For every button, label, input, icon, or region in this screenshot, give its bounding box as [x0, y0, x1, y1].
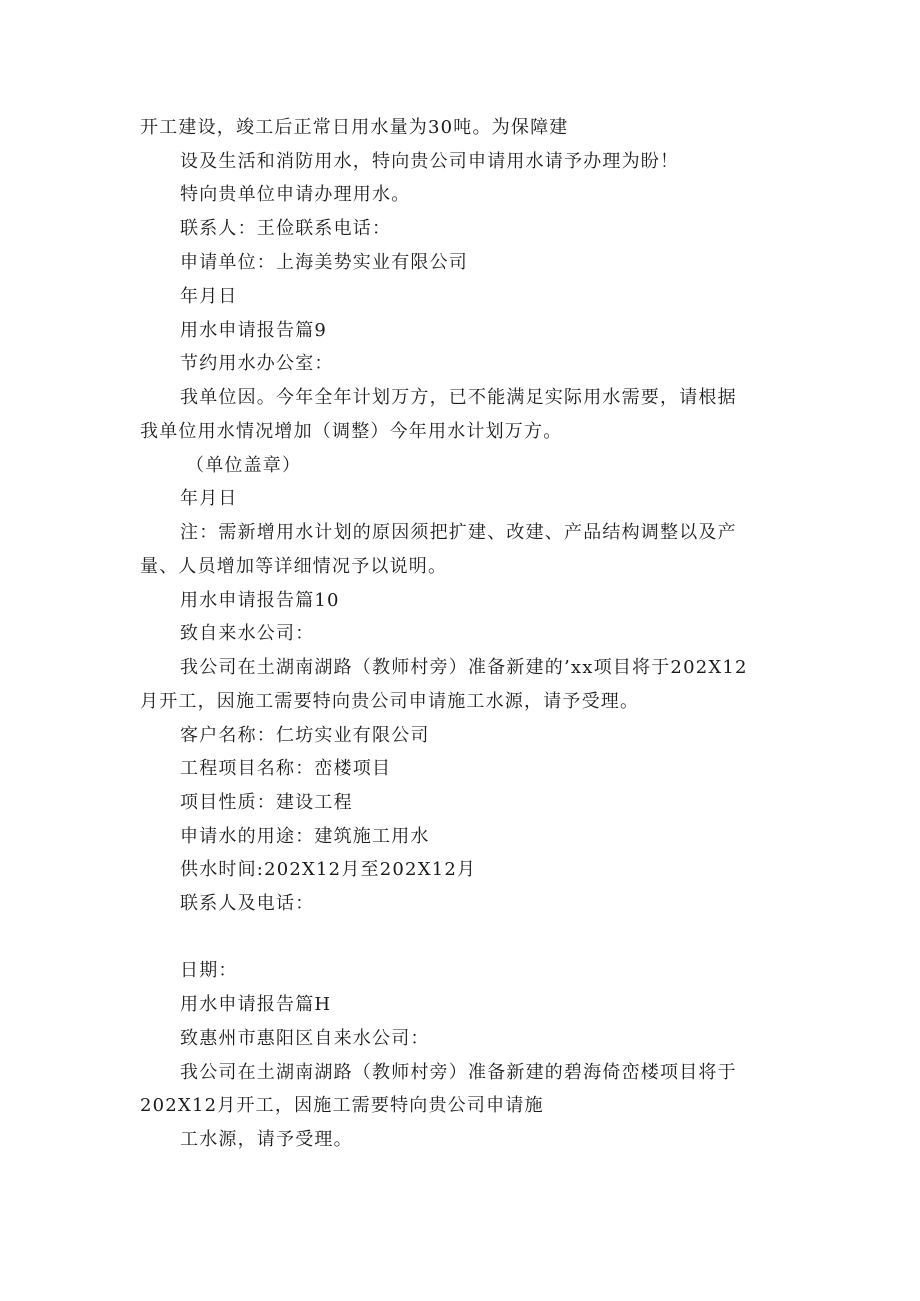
text-line: （单位盖章） — [186, 455, 302, 476]
text-line: 项目性质：建设工程 — [180, 792, 353, 813]
text-line: 联系人：王俭联系电话： — [180, 218, 392, 239]
text-line: 联系人及电话： — [180, 893, 315, 914]
text-line: 注：需新增用水计划的原因须把扩建、改建、产品结构调整以及产 — [180, 522, 737, 543]
section-heading: 用水申请报告篇H — [180, 994, 332, 1015]
text-line: 年月日 — [180, 286, 238, 307]
text-line: 日期： — [180, 960, 238, 981]
text-line: 设及生活和消防用水，特向贵公司申请用水请予办理为盼！ — [180, 151, 680, 172]
text-line: 我公司在土湖南湖路（教师村旁）准备新建的碧海倚峦楼项目将于 — [180, 1062, 737, 1083]
text-line: 致自来水公司： — [180, 623, 315, 644]
text-line: 特向贵单位申请办理用水。 — [180, 184, 411, 205]
text-line: 量、人员增加等详细情况予以说明。 — [140, 556, 448, 577]
text-line: 致惠州市惠阳区自来水公司： — [180, 1028, 430, 1049]
text-line: 供水时间:202X12月至202X12月 — [180, 859, 477, 880]
text-line: 年月日 — [180, 488, 238, 509]
section-heading: 用水申请报告篇9 — [180, 320, 328, 341]
text-line: 工程项目名称：峦楼项目 — [180, 758, 392, 779]
text-line: 节约用水办公室： — [180, 353, 334, 374]
text-line: 我单位用水情况增加（调整）今年用水计划万方。 — [140, 421, 563, 442]
text-line: 工水源，请予受理。 — [180, 1129, 353, 1150]
section-heading: 用水申请报告篇10 — [180, 590, 340, 611]
text-line: 月开工，因施工需要特向贵公司申请施工水源，请予受理。 — [140, 691, 640, 712]
text-line: 申请单位：上海美势实业有限公司 — [180, 252, 468, 273]
text-line: 我公司在土湖南湖路（教师村旁）准备新建的’xx项目将于202X12 — [180, 657, 748, 678]
text-line: 客户名称：仁坊实业有限公司 — [180, 725, 430, 746]
text-line: 我单位因。今年全年计划万方，已不能满足实际用水需要，请根据 — [180, 387, 737, 408]
text-line: 申请水的用途：建筑施工用水 — [180, 826, 430, 847]
text-line: 开工建设，竣工后正常日用水量为30吨。为保障建 — [140, 117, 569, 138]
text-line: 202X12月开工，因施工需要特向贵公司申请施 — [140, 1095, 544, 1116]
